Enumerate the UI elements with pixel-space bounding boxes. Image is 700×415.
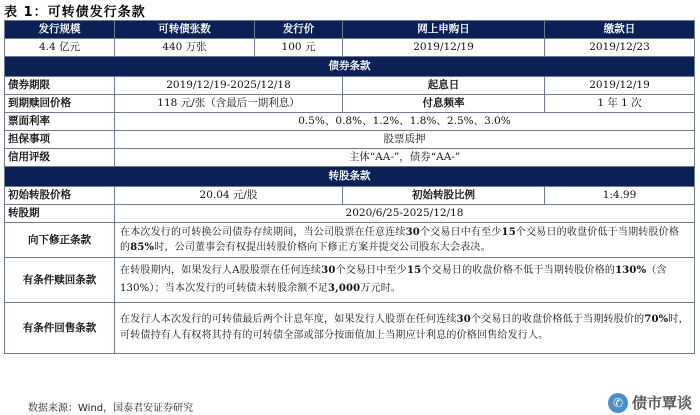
rating-label: 信用评级 <box>5 149 115 167</box>
callback-text-c: 个交易日中至少 <box>335 265 407 276</box>
header-cell: 网上申购日 <box>343 21 545 39</box>
header-cell: 可转债张数 <box>115 21 255 39</box>
watermark <box>608 392 692 413</box>
callback-pct: 130% <box>615 265 647 276</box>
interest-date-label: 起息日 <box>343 77 545 95</box>
data-source: 数据来源：Wind，国泰君安证券研究 <box>28 403 194 414</box>
callback-text-e: 个交易日的收盘价格不低于当期转股价格的 <box>421 265 616 276</box>
coupon-row <box>5 113 695 131</box>
downward-days: 30 <box>405 227 420 238</box>
guarantee-label: 担保事项 <box>5 131 115 149</box>
downward-row <box>5 223 695 258</box>
downward-text-g: 时，公司董事会有权提出转股价格向下修正方案并提交公司股东大会表决。 <box>154 242 491 253</box>
header-row <box>5 21 695 39</box>
downward-text <box>115 223 695 258</box>
table-title: 表 1：可转债发行条款 <box>4 5 146 20</box>
conv-section-header <box>5 167 695 187</box>
callback-amount: 3,000 <box>328 283 361 294</box>
watermark-text: 债市覃谈 <box>631 394 692 412</box>
subscription-date: 2019/12/19 <box>343 39 545 57</box>
putback-days: 30 <box>456 314 471 325</box>
downward-pct: 85% <box>130 242 155 253</box>
init-ratio-value: 1:4.99 <box>545 187 695 205</box>
init-price-value: 20.04 元/股 <box>115 187 343 205</box>
header-cell: 发行价 <box>255 21 343 39</box>
header-cell: 发行规模 <box>5 21 115 39</box>
rating-value: 主体“AA-”，债券“AA-” <box>115 149 695 167</box>
term-row <box>5 77 695 95</box>
wechat-logo-icon: ✆ <box>608 393 628 413</box>
period-label: 转股期 <box>5 205 115 223</box>
interest-date-value: 2019/12/19 <box>545 77 695 95</box>
init-ratio-label: 初始转股比例 <box>343 187 545 205</box>
putback-text <box>115 303 695 354</box>
term-value: 2019/12/19-2025/12/18 <box>115 77 343 95</box>
init-price-row <box>5 187 695 205</box>
coupon-value: 0.5%、0.8%、1.2%、1.8%、2.5%、3.0% <box>115 113 695 131</box>
init-price-label: 初始转股价格 <box>5 187 115 205</box>
term-label: 债券期限 <box>5 77 115 95</box>
bond-terms-table <box>4 20 695 354</box>
callback-text-g: （含130%）；当本次发行的可转债未转股余额不足 <box>120 265 667 294</box>
callback-days: 30 <box>321 265 336 276</box>
guarantee-row <box>5 131 695 149</box>
putback-label: 有条件回售条款 <box>5 303 115 354</box>
guarantee-value: 股票质押 <box>115 131 695 149</box>
payment-date: 2019/12/23 <box>545 39 695 57</box>
callback-text-i: 万元时。 <box>360 283 402 294</box>
downward-text-e: 个交易日的收盘价低于当期转股价格的 <box>120 227 680 253</box>
bond-section-header <box>5 57 695 77</box>
downward-label: 向下修正条款 <box>5 223 115 258</box>
issue-row <box>5 39 695 57</box>
period-row <box>5 205 695 223</box>
callback-min-days: 15 <box>406 265 422 276</box>
callback-text-a: 在转股期内，如果发行人A股股票在任何连续 <box>120 265 322 276</box>
coupon-label: 票面利率 <box>5 113 115 131</box>
freq-label: 付息频率 <box>343 95 545 113</box>
callback-row <box>5 258 695 303</box>
bond-count: 440 万张 <box>115 39 255 57</box>
putback-pct: 70% <box>644 314 669 325</box>
section-title: 转股条款 <box>5 167 695 187</box>
callback-text <box>115 258 695 303</box>
issue-price: 100 元 <box>255 39 343 57</box>
callback-label: 有条件赎回条款 <box>5 258 115 303</box>
section-title: 债券条款 <box>5 57 695 77</box>
downward-text-c: 个交易日中有至少 <box>419 227 502 238</box>
rating-row <box>5 149 695 167</box>
downward-min-days: 15 <box>501 227 516 238</box>
freq-value: 1 年 1 次 <box>545 95 695 113</box>
header-cell: 缴款日 <box>545 21 695 39</box>
redeem-value: 118 元/张（含最后一期利息） <box>115 95 343 113</box>
period-value: 2020/6/25-2025/12/18 <box>115 205 695 223</box>
putback-text-e: 时，可转债持有人有权将其持有的可转债全部或部分按面值加上当期应计利息的价格回售给发行人。 <box>120 314 689 341</box>
redeem-row <box>5 95 695 113</box>
redeem-label: 到期赎回价格 <box>5 95 115 113</box>
putback-text-c: 个交易日的收盘价格低于当期转股价的 <box>470 314 645 325</box>
putback-text-a: 在发行人本次发行的可转债最后两个计息年度，如果发行人股票在任何连续 <box>120 314 457 325</box>
putback-row <box>5 303 695 354</box>
issue-size: 4.4 亿元 <box>5 39 115 57</box>
downward-text-a: 在本次发行的可转换公司债券存续期间，当公司股票在任意连续 <box>120 227 406 238</box>
